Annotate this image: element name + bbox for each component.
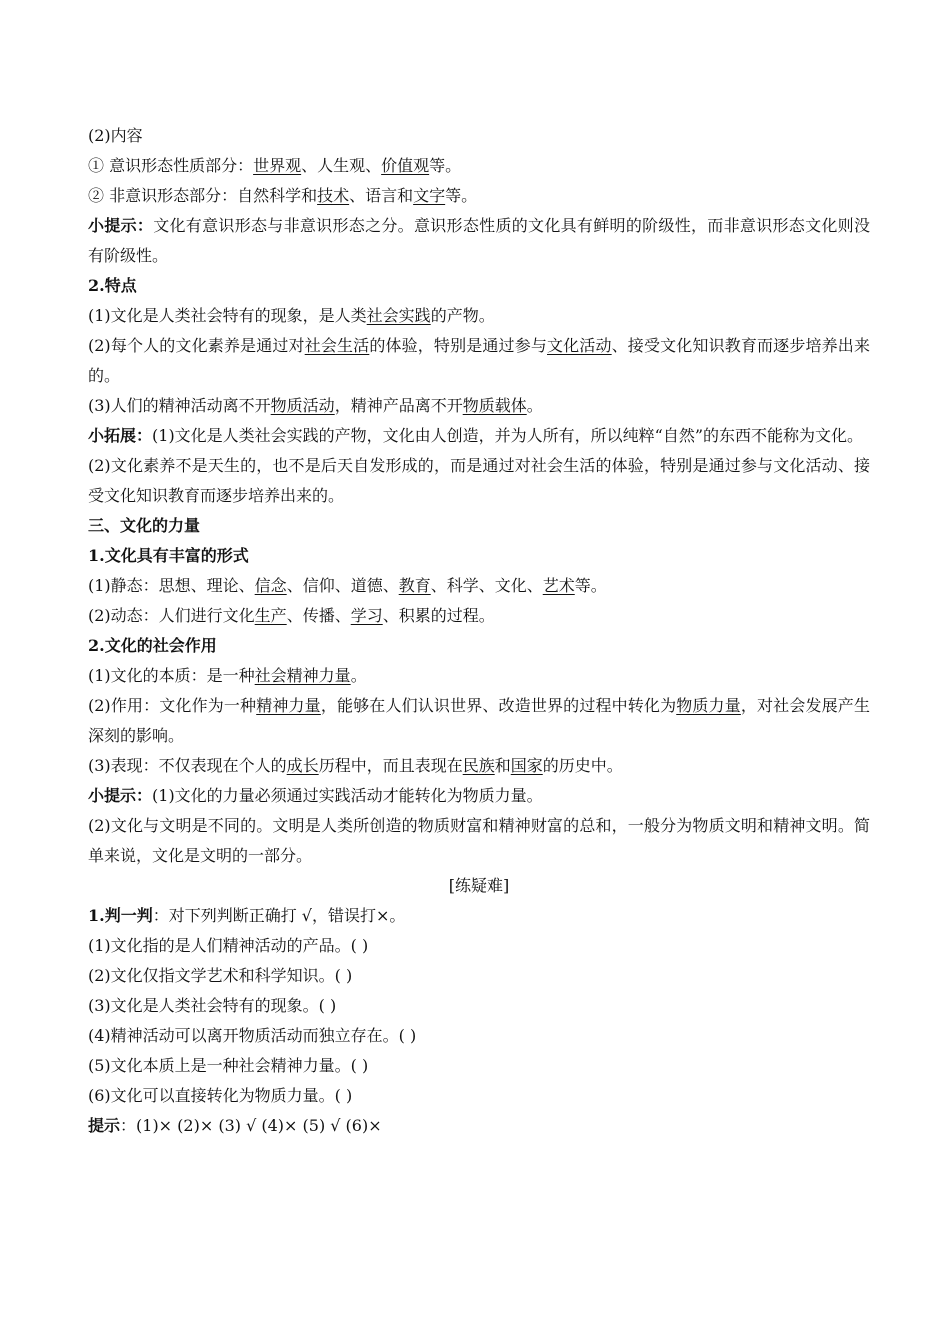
answer-line — [88, 1111, 870, 1141]
paragraph-role — [88, 691, 870, 751]
paragraph-manifestation — [88, 751, 870, 781]
question-item: (5)文化本质上是一种社会精神力量。( ) — [88, 1056, 369, 1075]
paragraph-feature-3 — [88, 391, 870, 421]
text: 、接受文化知识教育而逐步培养出来的。 — [88, 336, 870, 385]
text: 的产物。 — [430, 306, 495, 325]
section-heading-culture-power: 三、文化的力量 — [88, 516, 201, 535]
text: (1)静态：思想、理论、 — [88, 576, 255, 595]
answer-label: 提示 — [88, 1116, 121, 1135]
question-item: (1)文化指的是人们精神活动的产品。( ) — [88, 936, 369, 955]
underlined-term: 物质力量 — [676, 696, 741, 715]
text: ，对社会发展产生深刻的影响。 — [88, 696, 870, 745]
exercise-label: 1.判一判 — [88, 906, 153, 925]
text: ② 非意识形态部分：自然科学和 — [88, 186, 318, 205]
underlined-term: 民族 — [462, 756, 495, 775]
text: ，精神产品离不开 — [334, 396, 463, 415]
text: (1)文化的力量必须通过实践活动才能转化为物质力量。 — [152, 786, 543, 805]
underlined-term: 艺术 — [542, 576, 575, 595]
question-item: (4)精神活动可以离开物质活动而独立存在。( ) — [88, 1026, 417, 1045]
exercise-heading — [88, 901, 870, 931]
underlined-term: 价值观 — [381, 156, 430, 175]
underlined-term: 技术 — [317, 186, 350, 205]
text: (2)动态：人们进行文化 — [88, 606, 255, 625]
question-item: (6)文化可以直接转化为物质力量。( ) — [88, 1086, 353, 1105]
paragraph-dynamic — [88, 601, 870, 631]
practice-section-title: [练疑难] — [448, 876, 510, 895]
paragraph-essence — [88, 661, 870, 691]
heading-features: 2.特点 — [88, 276, 137, 295]
tip-paragraph-2 — [88, 781, 870, 811]
text: (1)文化是人类社会实践的产物，文化由人创造，并为人所有，所以纯粹“自然”的东西不能称为文化。 — [152, 426, 864, 445]
underlined-term: 成长 — [286, 756, 319, 775]
underlined-term: 社会实践 — [366, 306, 431, 325]
tip-label: 小提示： — [88, 786, 153, 805]
text: 文化有意识形态与非意识形态之分。意识形态性质的文化具有鲜明的阶级性，而非意识形态文化则没有阶级性。 — [88, 216, 870, 265]
text: ① 意识形态性质部分： — [88, 156, 254, 175]
text: 、传播、 — [286, 606, 351, 625]
text: 等。 — [429, 156, 462, 175]
tip-paragraph-3: (2)文化与文明是不同的。文明是人类所创造的物质财富和精神财富的总和，一般分为物质文明和精神文明。简单来说，文化是文明的一部分。 — [88, 816, 870, 865]
text: (1)文化是人类社会特有的现象，是人类 — [88, 306, 367, 325]
underlined-term: 精神力量 — [256, 696, 321, 715]
text: 等。 — [445, 186, 478, 205]
paragraph-non-ideological — [88, 181, 870, 211]
document-content — [88, 121, 870, 1141]
text: 等。 — [574, 576, 607, 595]
text: 、积累的过程。 — [382, 606, 495, 625]
underlined-term: 文字 — [413, 186, 446, 205]
text: 。 — [350, 666, 367, 685]
text: ，能够在人们认识世界、改造世界的过程中转化为 — [320, 696, 677, 715]
underlined-term: 世界观 — [253, 156, 302, 175]
extension-paragraph-2: (2)文化素养不是天生的，也不是后天自发形成的，而是通过对社会生活的体验，特别是通过参与文化活动、接受文化知识教育而逐步培养出来的。 — [88, 456, 870, 505]
text: (2)作用：文化作为一种 — [88, 696, 257, 715]
underlined-term: 学习 — [350, 606, 383, 625]
text: (2)每个人的文化素养是通过对 — [88, 336, 305, 355]
question-item: (2)文化仅指文学艺术和科学知识。( ) — [88, 966, 353, 985]
text: 、信仰、道德、 — [286, 576, 399, 595]
text: 的体验，特别是通过参与 — [369, 336, 548, 355]
question-item: (3)文化是人类社会特有的现象。( ) — [88, 996, 337, 1015]
text: 。 — [526, 396, 543, 415]
text: (3)表现：不仅表现在个人的 — [88, 756, 287, 775]
extension-label: 小拓展： — [88, 426, 153, 445]
underlined-term: 信念 — [254, 576, 287, 595]
paragraph-feature-1 — [88, 301, 870, 331]
text: 和 — [494, 756, 511, 775]
text: ：对下列判断正确打 √，错误打×。 — [152, 906, 406, 925]
underlined-term: 社会生活 — [304, 336, 370, 355]
tip-label: 小提示： — [88, 216, 154, 235]
answer-values: ：(1)× (2)× (3) √ (4)× (5) √ (6)× — [120, 1116, 382, 1135]
subheading-content: (2)内容 — [88, 126, 143, 145]
heading-social-role: 2.文化的社会作用 — [88, 636, 217, 655]
underlined-term: 物质活动 — [270, 396, 335, 415]
paragraph-ideological — [88, 151, 870, 181]
extension-paragraph-1 — [88, 421, 870, 451]
text: 、语言和 — [349, 186, 414, 205]
paragraph-static — [88, 571, 870, 601]
underlined-term: 国家 — [510, 756, 543, 775]
underlined-term: 教育 — [398, 576, 431, 595]
underlined-term: 文化活动 — [547, 336, 612, 355]
paragraph-feature-2 — [88, 331, 870, 391]
text: 、人生观、 — [301, 156, 382, 175]
underlined-term: 生产 — [254, 606, 287, 625]
text: 、科学、文化、 — [430, 576, 543, 595]
text: 的历史中。 — [542, 756, 623, 775]
underlined-term: 社会精神力量 — [254, 666, 351, 685]
text: (3)人们的精神活动离不开 — [88, 396, 271, 415]
text: (1)文化的本质：是一种 — [88, 666, 255, 685]
text: 历程中，而且表现在 — [318, 756, 463, 775]
heading-forms: 1.文化具有丰富的形式 — [88, 546, 249, 565]
underlined-term: 物质载体 — [462, 396, 527, 415]
tip-paragraph — [88, 211, 870, 271]
